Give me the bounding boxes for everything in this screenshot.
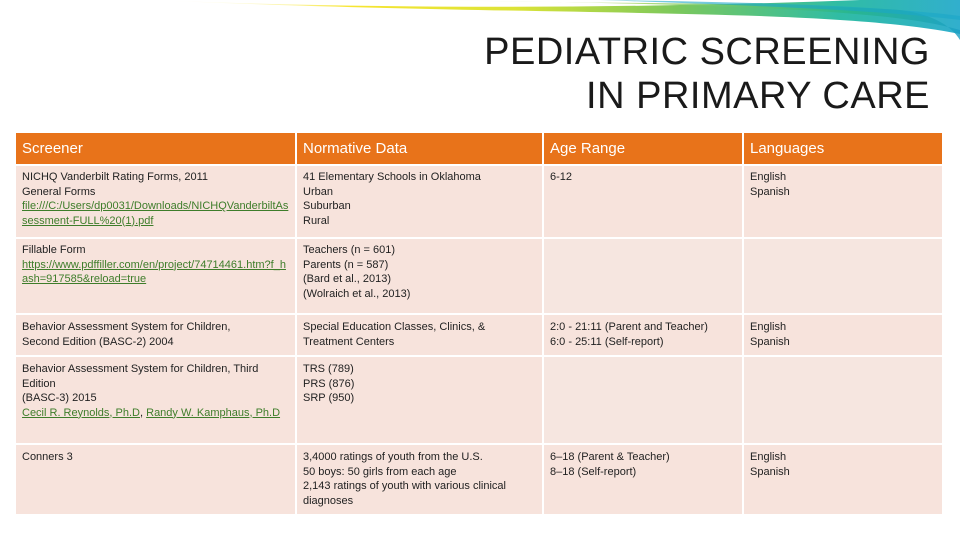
screener-text: Fillable Form bbox=[22, 244, 86, 256]
screener-cell bbox=[16, 239, 295, 313]
normative-cell bbox=[297, 166, 542, 237]
slide-title bbox=[484, 30, 930, 118]
normative-text: Urban bbox=[303, 185, 333, 198]
column-header-normative-data: Normative Data bbox=[297, 133, 542, 164]
normative-text: (Bard et al., 2013) bbox=[303, 273, 392, 285]
age-range-text: 6-12 bbox=[550, 171, 573, 183]
screener-text: Behavior Assessment System for Children, bbox=[22, 321, 231, 333]
column-header-screener: Screener bbox=[16, 133, 295, 164]
normative-cell bbox=[297, 239, 542, 313]
author-link-kamphaus[interactable]: Randy W. Kamphaus, Ph.D bbox=[146, 406, 281, 419]
language-text: English bbox=[750, 321, 787, 333]
table-header-row bbox=[16, 133, 942, 164]
language-text: Spanish bbox=[750, 185, 790, 198]
age-range-cell bbox=[544, 315, 742, 355]
table-row bbox=[16, 357, 942, 443]
normative-text: Rural bbox=[303, 214, 330, 227]
normative-cell bbox=[297, 357, 542, 443]
age-range-cell bbox=[544, 357, 742, 443]
language-text: English bbox=[750, 171, 787, 183]
table-row bbox=[16, 315, 942, 355]
vanderbilt-pdf-link[interactable]: file:///C:/Users/dp0031/Downloads/NICHQVanderbiltAssessment-FULL%20(1).pdf bbox=[22, 200, 289, 227]
column-header-age-range: Age Range bbox=[544, 133, 742, 164]
language-text: Spanish bbox=[750, 465, 790, 478]
languages-cell bbox=[744, 239, 942, 313]
age-range-cell bbox=[544, 166, 742, 237]
table-row bbox=[16, 239, 942, 313]
screener-text: (BASC-3) 2015 bbox=[22, 392, 97, 404]
author-link-reynolds[interactable]: Cecil R. Reynolds, Ph.D bbox=[22, 406, 140, 419]
table-row bbox=[16, 445, 942, 514]
screener-cell bbox=[16, 315, 295, 355]
screener-text: Behavior Assessment System for Children, Third bbox=[22, 363, 259, 375]
normative-text: Special Education Classes, Clinics, & bbox=[303, 321, 486, 333]
normative-text: 41 Elementary Schools in Oklahoma bbox=[303, 171, 481, 183]
age-range-cell bbox=[544, 239, 742, 313]
screening-table bbox=[14, 131, 944, 516]
author-separator: , bbox=[140, 406, 147, 419]
normative-text: TRS (789) bbox=[303, 363, 354, 375]
normative-text: PRS (876) bbox=[303, 377, 355, 390]
screener-text: NICHQ Vanderbilt Rating Forms, 2011 bbox=[22, 171, 209, 183]
normative-text: Suburban bbox=[303, 200, 351, 212]
normative-text: SRP (950) bbox=[303, 392, 355, 404]
languages-cell bbox=[744, 357, 942, 443]
language-text: Spanish bbox=[750, 335, 790, 348]
screener-text: Second Edition (BASC-2) 2004 bbox=[22, 335, 174, 348]
normative-text: Parents (n = 587) bbox=[303, 258, 389, 271]
table-row bbox=[16, 166, 942, 237]
normative-cell bbox=[297, 315, 542, 355]
pdffiller-form-link[interactable]: https://www.pdffiller.com/en/project/74714461.htm?f_hash=917585&reload=true bbox=[22, 258, 286, 285]
language-text: English bbox=[750, 451, 787, 463]
age-range-text: 2:0 - 21:11 (Parent and Teacher) bbox=[550, 321, 708, 333]
slide-title-line-1: PEDIATRIC SCREENING bbox=[484, 31, 930, 73]
normative-text: 2,143 ratings of youth with various clinical diagnoses bbox=[303, 480, 506, 507]
author-links bbox=[22, 406, 289, 421]
age-range-cell bbox=[544, 445, 742, 514]
screener-cell bbox=[16, 445, 295, 514]
screener-cell bbox=[16, 357, 295, 443]
screener-text: Conners 3 bbox=[22, 451, 73, 463]
normative-text: Treatment Centers bbox=[303, 335, 395, 348]
screener-text: General Forms bbox=[22, 185, 96, 198]
slide-title-line-2: IN PRIMARY CARE bbox=[586, 75, 930, 117]
screener-cell bbox=[16, 166, 295, 237]
column-header-languages: Languages bbox=[744, 133, 942, 164]
age-range-text: 6–18 (Parent & Teacher) bbox=[550, 451, 670, 463]
languages-cell bbox=[744, 315, 942, 355]
languages-cell bbox=[744, 445, 942, 514]
normative-text: 3,4000 ratings of youth from the U.S. bbox=[303, 451, 483, 463]
normative-text: Teachers (n = 601) bbox=[303, 244, 396, 256]
age-range-text: 8–18 (Self-report) bbox=[550, 465, 637, 478]
normative-text: (Wolraich et al., 2013) bbox=[303, 287, 411, 300]
normative-text: 50 boys: 50 girls from each age bbox=[303, 465, 457, 478]
normative-cell bbox=[297, 445, 542, 514]
age-range-text: 6:0 - 25:11 (Self-report) bbox=[550, 335, 664, 348]
screener-text: Edition bbox=[22, 377, 56, 390]
languages-cell bbox=[744, 166, 942, 237]
